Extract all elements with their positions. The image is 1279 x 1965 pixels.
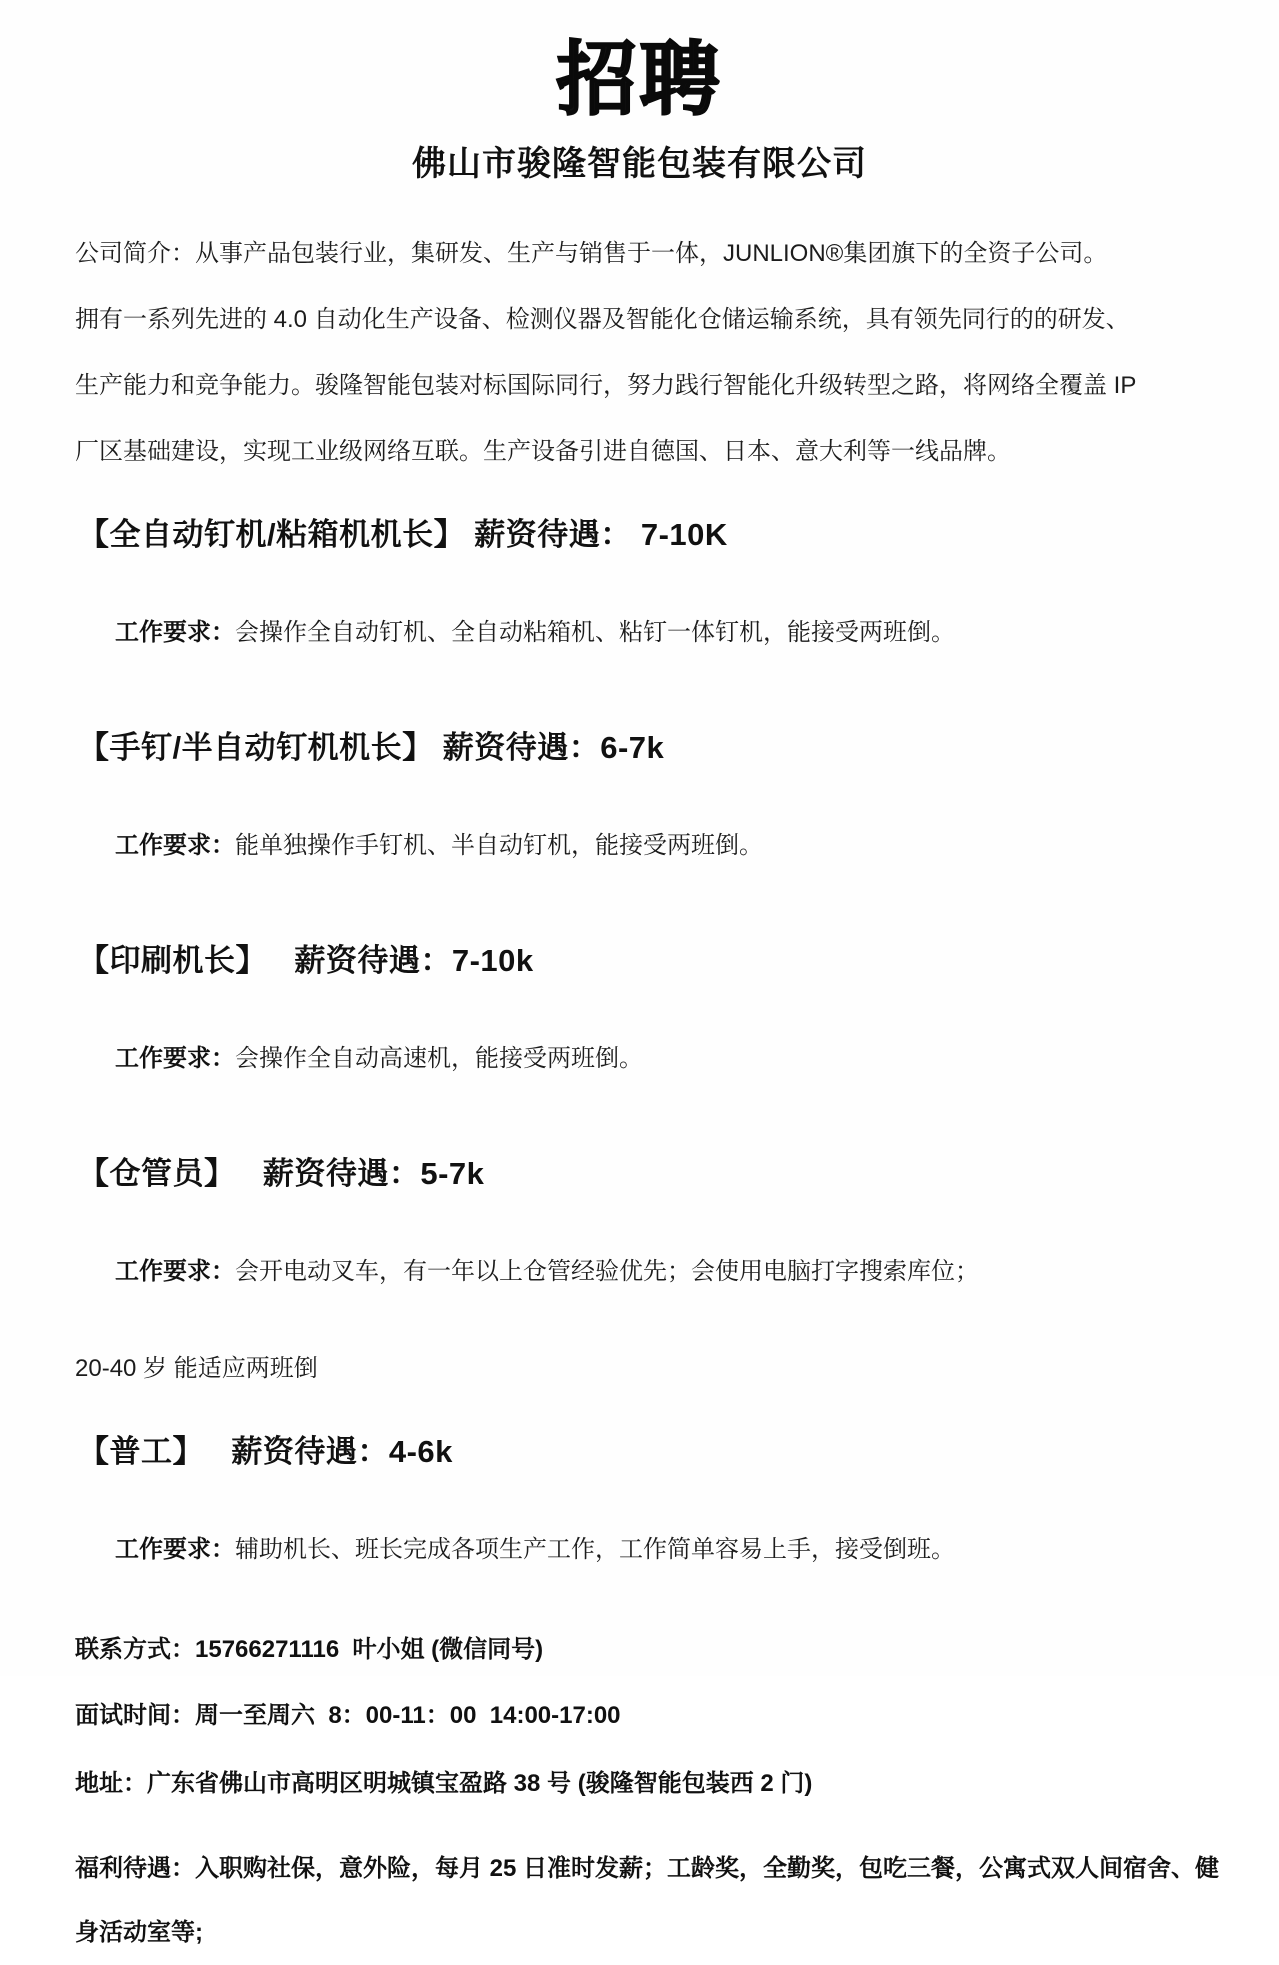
address-line: 地址：广东省佛山市高明区明城镇宝盈路 38 号 (骏隆智能包装西 2 门)	[75, 1770, 813, 1797]
contact-line: 联系方式：15766271116 叶小姐 (微信同号)	[75, 1636, 544, 1663]
job-requirement	[75, 588, 1209, 678]
requirement-label: 工作要求：	[115, 619, 236, 646]
job-section-printing-captain	[0, 941, 1279, 1104]
intro-line: 拥有一系列先进的 4.0 自动化生产设备、检测仪器及智能化仓储运输系统，具有领先同行的的研发、	[75, 306, 1130, 333]
requirement-text: 会开电动叉车，有一年以上仓管经验优先；会使用电脑打字搜索库位；	[235, 1258, 980, 1285]
job-section-nailing-machine-captain	[0, 515, 1279, 678]
job-requirement	[75, 801, 1209, 891]
requirement-extra: 20-40 岁 能适应两班倒	[75, 1355, 318, 1382]
requirement-label: 工作要求：	[115, 1045, 236, 1072]
job-header: 【印刷机长】 薪资待遇：7-10k	[78, 943, 534, 978]
job-header: 【手钉/半自动钉机机长】 薪资待遇：6-7k	[78, 730, 665, 765]
requirement-text: 会操作全自动钉机、全自动粘箱机、粘钉一体钉机，能接受两班倒。	[235, 619, 956, 646]
job-requirement	[75, 1227, 1209, 1317]
requirement-label: 工作要求：	[115, 1258, 236, 1285]
benefits-line: 身活动室等;	[75, 1919, 203, 1946]
job-section-general-worker	[0, 1432, 1279, 1595]
job-section-hand-nailing-captain	[0, 728, 1279, 891]
requirement-label: 工作要求：	[115, 832, 236, 859]
requirement-label: 工作要求：	[115, 1536, 236, 1563]
job-requirement	[75, 1014, 1209, 1104]
job-header: 【全自动钉机/粘箱机机长】 薪资待遇： 7-10K	[78, 517, 728, 552]
requirement-text: 辅助机长、班长完成各项生产工作，工作简单容易上手，接受倒班。	[235, 1536, 956, 1563]
intro-line: 生产能力和竞争能力。骏隆智能包装对标国际同行，努力践行智能化升级转型之路，将网络全覆盖 IP	[75, 372, 1137, 399]
poster-title: 招聘	[556, 35, 723, 124]
intro-line: 公司简介：从事产品包装行业，集研发、生产与销售于一体，JUNLION®集团旗下的全资子公司。	[75, 240, 1108, 267]
job-requirement	[75, 1505, 1209, 1595]
benefits-block	[0, 1837, 1279, 1965]
company-intro	[75, 221, 1209, 485]
interview-time-line: 面试时间：周一至周六 8：00-11：00 14:00-17:00	[75, 1702, 621, 1729]
company-name: 佛山市骏隆智能包装有限公司	[412, 145, 867, 183]
job-section-warehouse-keeper	[0, 1154, 1279, 1384]
intro-line: 厂区基础建设，实现工业级网络互联。生产设备引进自德国、日本、意大利等一线品牌。	[75, 438, 1011, 465]
requirement-text: 会操作全自动高速机，能接受两班倒。	[235, 1045, 644, 1072]
requirement-text: 能单独操作手钉机、半自动钉机，能接受两班倒。	[235, 832, 764, 859]
benefits-line: 福利待遇：入职购社保，意外险，每月 25 日准时发薪；工龄奖，全勤奖，包吃三餐，公寓式双人间宿舍、健	[75, 1855, 1220, 1882]
job-header: 【仓管员】 薪资待遇：5-7k	[78, 1156, 485, 1191]
poster-footer	[0, 1635, 1279, 1965]
job-header: 【普工】 薪资待遇：4-6k	[78, 1434, 453, 1469]
